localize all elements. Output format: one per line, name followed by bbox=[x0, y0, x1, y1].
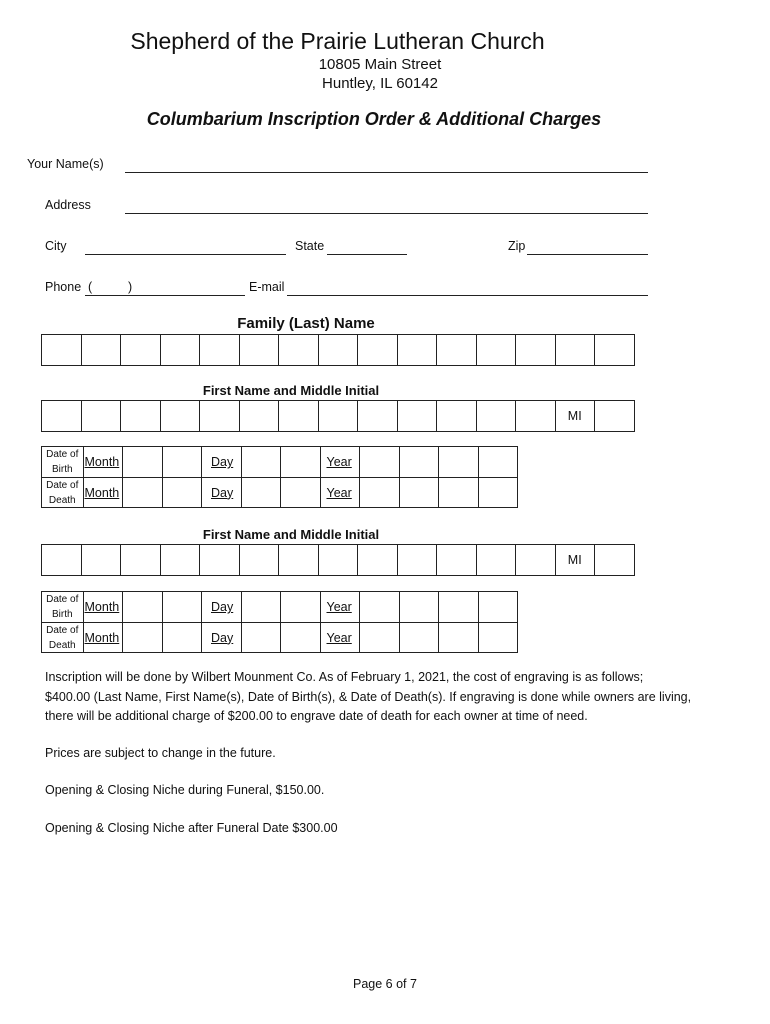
state-field[interactable] bbox=[327, 254, 407, 255]
date-of-birth-header: Date of Birth bbox=[42, 592, 84, 623]
letter-box[interactable] bbox=[319, 545, 359, 576]
death-month-box[interactable] bbox=[84, 478, 124, 509]
birth-day-box[interactable] bbox=[202, 447, 242, 478]
birth-month-box[interactable] bbox=[84, 447, 124, 478]
mi-label: MI bbox=[556, 545, 596, 576]
month-label: Month bbox=[84, 630, 120, 645]
letter-box[interactable] bbox=[279, 335, 319, 366]
death-month-box[interactable] bbox=[163, 478, 203, 509]
city-label: City bbox=[45, 239, 67, 253]
death-year-box[interactable] bbox=[360, 623, 400, 654]
birth-year-box[interactable] bbox=[439, 447, 479, 478]
death-year-box[interactable] bbox=[321, 478, 361, 509]
birth-year-box[interactable] bbox=[439, 592, 479, 623]
page-number: Page 6 of 7 bbox=[353, 977, 417, 991]
death-year-box[interactable] bbox=[321, 623, 361, 654]
birth-day-box[interactable] bbox=[242, 592, 282, 623]
birth-day-box[interactable] bbox=[202, 592, 242, 623]
letter-box[interactable] bbox=[477, 545, 517, 576]
letter-box[interactable] bbox=[516, 545, 556, 576]
year-label: Year bbox=[326, 485, 352, 500]
letter-box[interactable] bbox=[595, 335, 635, 366]
birth-year-box[interactable] bbox=[479, 592, 519, 623]
birth-year-box[interactable] bbox=[400, 592, 440, 623]
birth-day-box[interactable] bbox=[281, 447, 321, 478]
letter-box[interactable] bbox=[161, 545, 201, 576]
letter-box[interactable] bbox=[121, 545, 161, 576]
state-label: State bbox=[295, 239, 325, 253]
death-year-box[interactable] bbox=[479, 623, 519, 654]
death-year-box[interactable] bbox=[479, 478, 519, 509]
inscription-note: Inscription will be done by Wilbert Mounment Co. As of February 1, 2021, the cost of engraving is as follows; $400.00 (Last Name, First Name(s), Date of Birth(s), & Date of Death(s). If engraving is done while owners are living, there will be additional charge of $200.00 to engrave date of death for each owner at time of need. bbox=[45, 670, 692, 723]
death-year-box[interactable] bbox=[439, 478, 479, 509]
phone-area-close: ) bbox=[128, 280, 133, 294]
letter-box[interactable] bbox=[121, 401, 161, 432]
birth-month-box[interactable] bbox=[163, 447, 203, 478]
death-month-box[interactable] bbox=[123, 623, 163, 654]
death-day-box[interactable] bbox=[242, 478, 282, 509]
price-change-note: Prices are subject to change in the future. bbox=[45, 746, 276, 760]
letter-box[interactable] bbox=[279, 545, 319, 576]
zip-label: Zip bbox=[508, 239, 526, 253]
letter-box[interactable] bbox=[121, 335, 161, 366]
day-label: Day bbox=[211, 600, 234, 614]
day-label: Day bbox=[211, 630, 234, 645]
death-year-box[interactable] bbox=[400, 623, 440, 654]
phone-label: Phone bbox=[45, 280, 82, 294]
birth-day-box[interactable] bbox=[281, 592, 321, 623]
letter-box[interactable] bbox=[319, 401, 359, 432]
phone-area-open: ( bbox=[88, 280, 93, 294]
letter-box[interactable] bbox=[279, 401, 319, 432]
first-name-heading-2: First Name and Middle Initial bbox=[202, 527, 380, 542]
street-address: 10805 Main Street bbox=[318, 56, 442, 73]
dates-table-2 bbox=[41, 591, 518, 653]
letter-box[interactable] bbox=[477, 401, 517, 432]
letter-box[interactable] bbox=[477, 335, 517, 366]
birth-year-box[interactable] bbox=[321, 592, 361, 623]
day-label: Day bbox=[211, 485, 234, 500]
letter-box[interactable] bbox=[42, 545, 82, 576]
birth-year-box[interactable] bbox=[479, 447, 519, 478]
opening-after-funeral-note: Opening & Closing Niche after Funeral Date $300.00 bbox=[45, 821, 338, 835]
letter-box[interactable] bbox=[437, 335, 477, 366]
birth-month-box[interactable] bbox=[123, 592, 163, 623]
family-name-heading: Family (Last) Name bbox=[237, 315, 375, 332]
letter-box[interactable] bbox=[240, 401, 280, 432]
letter-box[interactable] bbox=[200, 545, 240, 576]
death-month-box[interactable] bbox=[163, 623, 203, 654]
email-field[interactable] bbox=[287, 295, 648, 296]
letter-box[interactable] bbox=[161, 401, 201, 432]
family-name-grid bbox=[41, 334, 635, 366]
zip-field[interactable] bbox=[527, 254, 648, 255]
month-label: Month bbox=[84, 455, 120, 469]
death-day-box[interactable] bbox=[202, 478, 242, 509]
letter-box[interactable] bbox=[82, 545, 122, 576]
letter-box[interactable] bbox=[42, 401, 82, 432]
church-name: Shepherd of the Prairie Lutheran Church bbox=[130, 28, 545, 54]
month-label: Month bbox=[84, 485, 120, 500]
letter-box[interactable] bbox=[200, 401, 240, 432]
first-name-heading-1: First Name and Middle Initial bbox=[202, 383, 380, 398]
birth-month-box[interactable] bbox=[163, 592, 203, 623]
letter-box[interactable] bbox=[42, 335, 82, 366]
letter-box[interactable] bbox=[437, 401, 477, 432]
letter-box[interactable] bbox=[240, 545, 280, 576]
birth-year-box[interactable] bbox=[360, 592, 400, 623]
first-name-grid-2 bbox=[41, 544, 635, 576]
mi-label: MI bbox=[556, 401, 596, 432]
your-names-label: Your Name(s) bbox=[27, 157, 104, 171]
death-day-box[interactable] bbox=[242, 623, 282, 654]
date-of-death-header: Date of Death bbox=[42, 623, 84, 654]
letter-box[interactable] bbox=[398, 335, 438, 366]
birth-day-box[interactable] bbox=[242, 447, 282, 478]
death-year-box[interactable] bbox=[400, 478, 440, 509]
death-day-box[interactable] bbox=[281, 623, 321, 654]
letter-box[interactable] bbox=[319, 335, 359, 366]
letter-box[interactable] bbox=[556, 335, 596, 366]
year-label: Year bbox=[326, 455, 352, 469]
your-names-field[interactable] bbox=[125, 172, 648, 173]
opening-during-funeral-note: Opening & Closing Niche during Funeral, $150.00. bbox=[45, 783, 325, 797]
letter-box[interactable] bbox=[398, 545, 438, 576]
letter-box[interactable] bbox=[240, 335, 280, 366]
middle-initial-box[interactable] bbox=[595, 545, 635, 576]
birth-year-box[interactable] bbox=[321, 447, 361, 478]
year-label: Year bbox=[326, 630, 352, 645]
letter-box[interactable] bbox=[358, 335, 398, 366]
year-label: Year bbox=[326, 600, 352, 614]
dates-table-1 bbox=[41, 446, 518, 508]
month-label: Month bbox=[84, 600, 120, 614]
letter-box[interactable] bbox=[398, 401, 438, 432]
first-name-grid-1 bbox=[41, 400, 635, 432]
email-label: E-mail bbox=[249, 280, 285, 294]
death-month-box[interactable] bbox=[123, 478, 163, 509]
phone-field[interactable] bbox=[85, 295, 245, 296]
letter-box[interactable] bbox=[437, 545, 477, 576]
date-of-death-header: Date of Death bbox=[42, 478, 84, 509]
letter-box[interactable] bbox=[358, 401, 398, 432]
date-of-birth-header: Date of Birth bbox=[42, 447, 84, 478]
letter-box[interactable] bbox=[358, 545, 398, 576]
middle-initial-box[interactable] bbox=[595, 401, 635, 432]
city-state-zip: Huntley, IL 60142 bbox=[322, 75, 438, 92]
death-year-box[interactable] bbox=[439, 623, 479, 654]
death-day-box[interactable] bbox=[202, 623, 242, 654]
birth-month-box[interactable] bbox=[84, 592, 124, 623]
letter-box[interactable] bbox=[161, 335, 201, 366]
death-day-box[interactable] bbox=[281, 478, 321, 509]
city-field[interactable] bbox=[85, 254, 286, 255]
letter-box[interactable] bbox=[516, 335, 556, 366]
letter-box[interactable] bbox=[200, 335, 240, 366]
address-field[interactable] bbox=[125, 213, 648, 214]
day-label: Day bbox=[211, 455, 234, 469]
address-label: Address bbox=[45, 198, 91, 212]
letter-box[interactable] bbox=[516, 401, 556, 432]
form-title: Columbarium Inscription Order & Additional Charges bbox=[146, 109, 602, 129]
birth-year-box[interactable] bbox=[360, 447, 400, 478]
death-month-box[interactable] bbox=[84, 623, 124, 654]
death-year-box[interactable] bbox=[360, 478, 400, 509]
birth-month-box[interactable] bbox=[123, 447, 163, 478]
letter-box[interactable] bbox=[82, 401, 122, 432]
birth-year-box[interactable] bbox=[400, 447, 440, 478]
letter-box[interactable] bbox=[82, 335, 122, 366]
